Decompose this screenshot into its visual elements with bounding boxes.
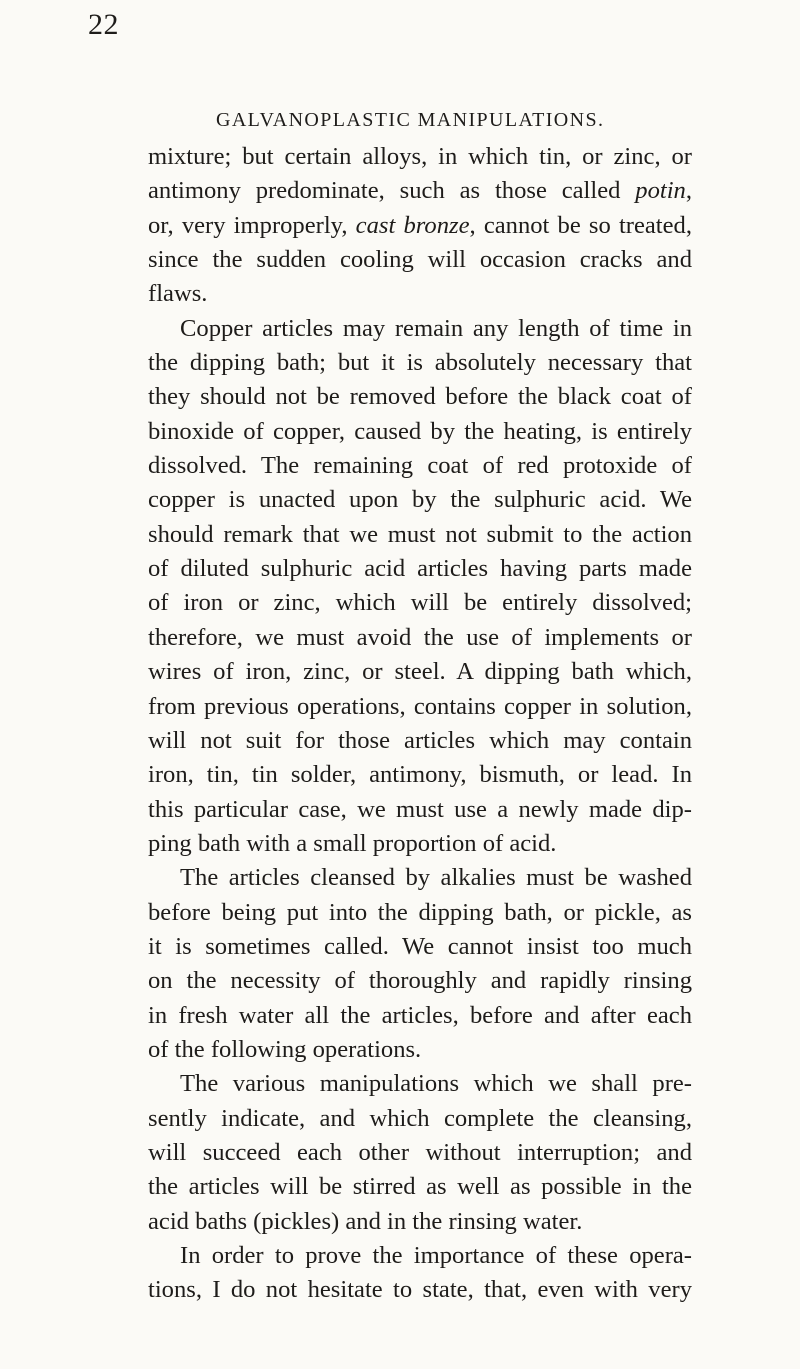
text-run: sently indicate, and which complete the cleansing, — [148, 1104, 692, 1132]
text-line — [148, 1033, 692, 1067]
text-run: on the necessity of thoroughly and rapidly rinsing — [148, 967, 692, 995]
text-line — [148, 483, 692, 517]
text-line — [148, 277, 692, 311]
text-line — [148, 896, 692, 930]
text-run: dissolved. The remaining coat of red protoxide of — [148, 452, 692, 480]
text-run: acid baths (pickles) and in the rinsing water. — [148, 1207, 583, 1235]
text-line — [148, 793, 692, 827]
text-run: since the sudden cooling will occasion cracks and — [148, 246, 692, 274]
text-line — [148, 243, 692, 277]
italic-term: potin — [635, 177, 686, 205]
text-run: antimony predominate, such as those called — [148, 177, 636, 205]
text-run: The articles cleansed by alkalies must be washed — [180, 864, 692, 892]
text-line — [148, 586, 692, 620]
text-run: , cannot be so treated, — [469, 211, 692, 239]
text-run: of diluted sulphuric acid articles having parts made — [148, 555, 692, 583]
text-run: tions, I do not hesitate to state, that, even with very — [148, 1276, 692, 1304]
text-run: should remark that we must not submit to the action — [148, 520, 692, 548]
text-run: Copper articles may remain any length of time in — [180, 314, 692, 342]
text-line — [148, 380, 692, 414]
text-line — [148, 449, 692, 483]
text-line — [148, 174, 692, 208]
text-line — [148, 964, 692, 998]
text-run: it is sometimes called. We cannot insist too much — [148, 932, 692, 960]
text-run: , — [685, 177, 692, 205]
page-number: 22 — [88, 8, 119, 41]
text-run: mixture; but certain alloys, in which tin, or zinc, or — [148, 143, 692, 170]
running-head: GALVANOPLASTIC MANIPULATIONS. — [216, 109, 605, 131]
text-line — [148, 1136, 692, 1170]
text-line — [148, 1170, 692, 1204]
text-line — [148, 827, 692, 861]
text-line — [148, 621, 692, 655]
text-line — [148, 758, 692, 792]
text-line — [148, 209, 692, 243]
text-run: The various manipulations which we shall pre- — [180, 1070, 692, 1098]
text-run: they should not be removed before the black coat of — [148, 383, 692, 411]
text-line — [148, 415, 692, 449]
text-run: of iron or zinc, which will be entirely dissolved; — [148, 589, 692, 617]
text-line — [148, 1239, 692, 1273]
text-run: will not suit for those articles which may contain — [148, 726, 692, 754]
text-run: from previous operations, contains copper in solution, — [148, 692, 692, 720]
text-line — [148, 552, 692, 586]
body-text — [148, 140, 692, 1308]
text-run: therefore, we must avoid the use of implements or — [148, 623, 692, 651]
text-run: binoxide of copper, caused by the heating, is entirely — [148, 417, 692, 445]
text-run: in fresh water all the articles, before and after each — [148, 1001, 692, 1029]
text-run: In order to prove the importance of these opera- — [180, 1242, 692, 1269]
text-run: the dipping bath; but it is absolutely necessary that — [148, 349, 692, 377]
text-line — [148, 346, 692, 380]
text-line — [148, 518, 692, 552]
text-line — [148, 312, 692, 346]
text-run: copper is unacted upon by the sulphuric acid. We — [148, 486, 692, 514]
text-line — [148, 999, 692, 1033]
text-line — [148, 930, 692, 964]
text-run: will succeed each other without interruption; and — [148, 1138, 692, 1166]
text-run: this particular case, we must use a newly made dip- — [148, 795, 692, 823]
text-run: the articles will be stirred as well as possible in the — [148, 1173, 692, 1201]
text-line — [148, 140, 692, 174]
text-line — [148, 861, 692, 895]
text-run: ping bath with a small proportion of acid. — [148, 829, 557, 857]
text-run: flaws. — [148, 280, 208, 308]
italic-term: cast bronze — [355, 211, 470, 239]
text-line — [148, 1067, 692, 1101]
text-run: wires of iron, zinc, or steel. A dipping bath which, — [148, 658, 692, 686]
text-run: iron, tin, tin solder, antimony, bismuth, or lead. In — [148, 761, 692, 789]
text-run: or, very improperly, — [148, 211, 356, 239]
text-line — [148, 724, 692, 758]
text-line — [148, 1102, 692, 1136]
text-run: of the following operations. — [148, 1035, 422, 1063]
text-line — [148, 655, 692, 689]
text-run: before being put into the dipping bath, or pickle, as — [148, 898, 692, 926]
text-line — [148, 690, 692, 724]
text-line — [148, 1205, 692, 1239]
text-line — [148, 1273, 692, 1307]
